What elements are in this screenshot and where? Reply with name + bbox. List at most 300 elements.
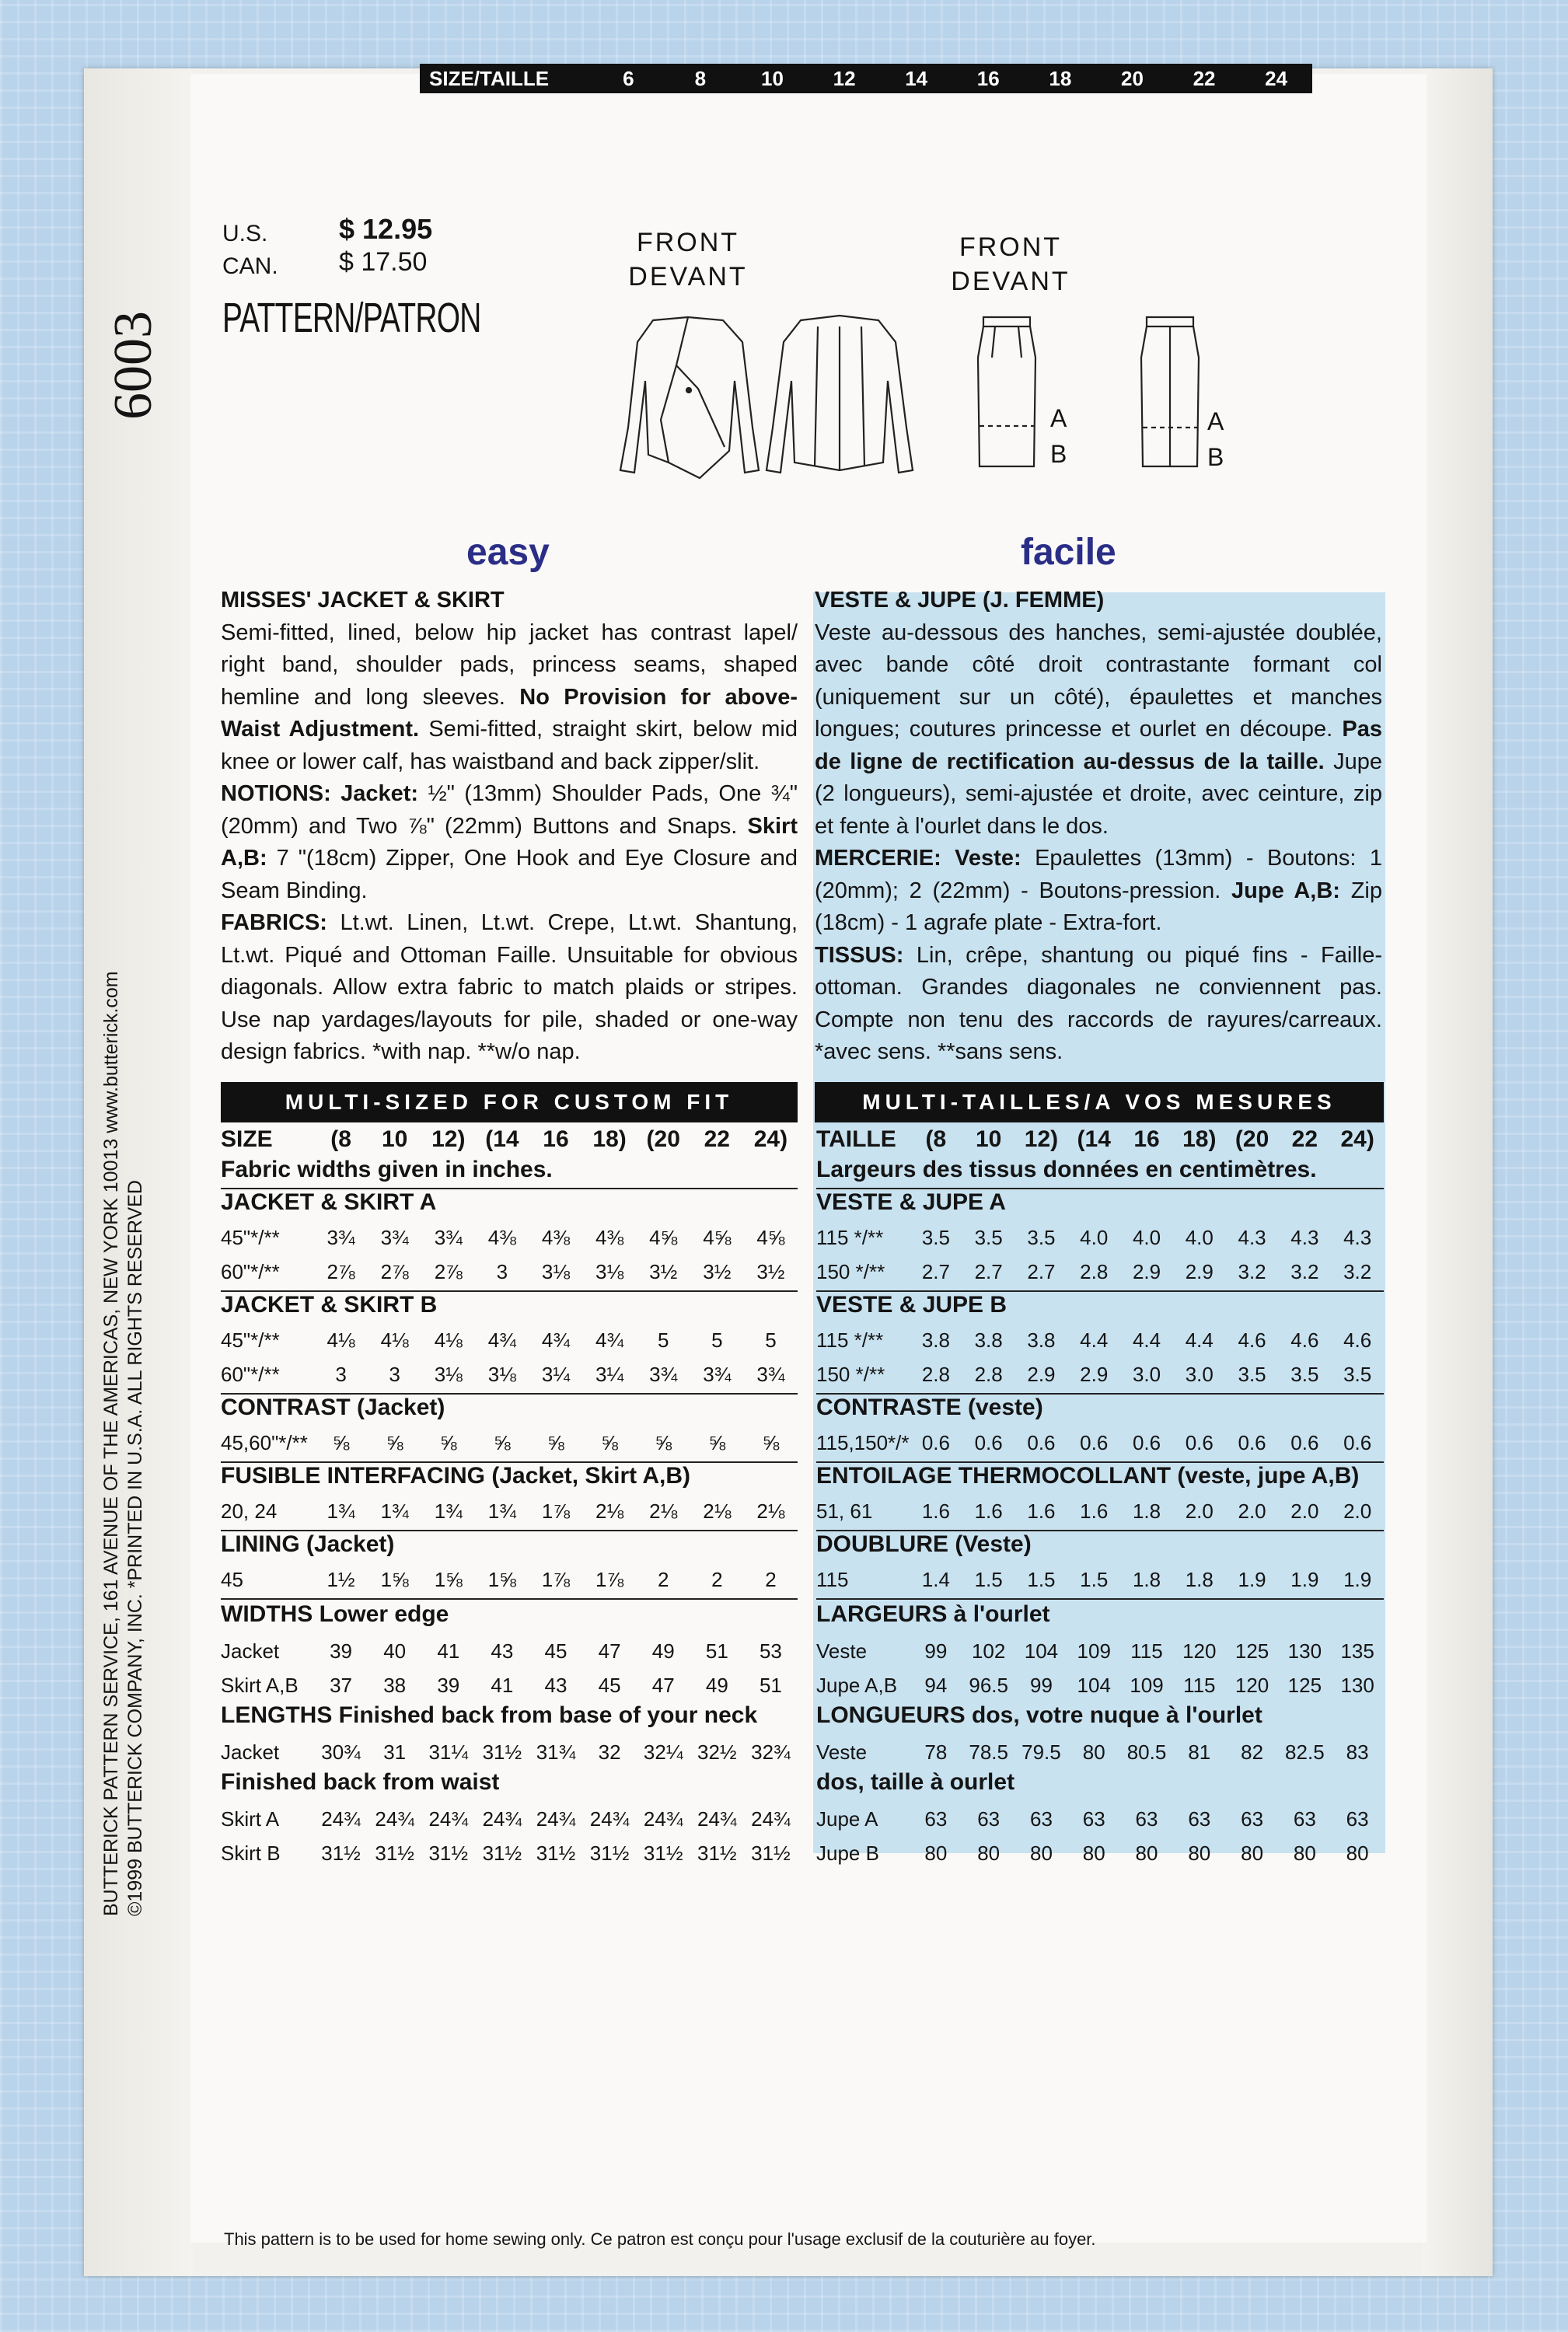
notions-skirt-label-fr: Jupe A,B: [1231, 878, 1340, 903]
table-cell: 81 [1188, 1740, 1211, 1764]
table-cell: 5 [657, 1328, 669, 1352]
table-cell: 3.5 [1290, 1362, 1319, 1386]
length-row [816, 1735, 1384, 1769]
table-cell: 39 [437, 1673, 460, 1697]
table-cell: 80 [1346, 1841, 1369, 1865]
front-label: FRONT [959, 232, 1063, 262]
table-cell: 2.0 [1238, 1499, 1266, 1523]
table-cell: 1.6 [921, 1499, 950, 1523]
copyright-line: ©1999 BUTTERICK COMPANY, INC. *PRINTED IN U.S.A. ALL RIGHTS RESERVED [124, 1180, 146, 1916]
row-label: 115 [816, 1567, 849, 1591]
table-cell: 53 [759, 1639, 782, 1663]
table-cell: 4¾ [595, 1328, 624, 1352]
table-cell: ⅝ [655, 1430, 672, 1454]
table-cell: 49 [705, 1673, 728, 1697]
pattern-label: PATTERN/PATRON [222, 295, 481, 341]
row-label: 150 */** [816, 1362, 885, 1386]
table-cell: 2⅛ [649, 1499, 678, 1523]
skirt-back-sketch [1141, 317, 1199, 466]
table-cell: 1⅝ [487, 1567, 516, 1591]
yardage-row [816, 1220, 1384, 1255]
size-header-cell: 16 [1133, 1126, 1160, 1152]
row-label: 150 */** [816, 1259, 885, 1283]
section-heading: LINING (Jacket) [221, 1531, 395, 1557]
row-label: 45,60"*/** [221, 1430, 308, 1454]
table-cell: 0.6 [1343, 1430, 1372, 1454]
table-rule [816, 1598, 1384, 1600]
row-label: 51, 61 [816, 1499, 873, 1523]
table-cell: 4⅜ [487, 1225, 516, 1249]
table-cell: 30¾ [321, 1740, 361, 1764]
notions-jacket-en: ½" (13mm) Shoulder Pads, One ¾" (20mm) and Two ⅞" (22mm) Buttons and Snaps. [221, 781, 798, 839]
table-cell: 47 [651, 1673, 675, 1697]
table-cell: 2⅞ [327, 1259, 355, 1283]
section-heading: LARGEURS à l'ourlet [816, 1601, 1050, 1627]
table-cell: 78.5 [969, 1740, 1008, 1764]
row-label: Skirt A [221, 1807, 280, 1831]
table-cell: 31½ [482, 1841, 522, 1865]
size-header-cell: (14 [1077, 1126, 1111, 1152]
table-cell: 2.7 [921, 1259, 950, 1283]
home-sewing-notice: This pattern is to be used for home sewing only. Ce patron est conçu pour l'usage exclusif de la couturière au foyer. [224, 2229, 1096, 2249]
table-cell: 3 [389, 1362, 400, 1386]
section-heading: CONTRASTE (veste) [816, 1395, 1043, 1420]
fabrics-label-fr: TISSUS: [815, 942, 904, 968]
table-cell: 1.5 [1027, 1567, 1056, 1591]
table-cell: 78 [924, 1740, 948, 1764]
table-cell: 82 [1241, 1740, 1264, 1764]
skirt-front-sketch [978, 317, 1035, 466]
notions-skirt-label-en: Skirt A,B: [221, 813, 798, 871]
table-cell: 3.5 [921, 1225, 950, 1249]
table-cell: 63 [1293, 1807, 1316, 1831]
length-row [221, 1735, 798, 1769]
table-cell: 4⅜ [541, 1225, 571, 1249]
table-cell: 3½ [703, 1259, 732, 1283]
yardage-row [816, 1357, 1384, 1391]
table-cell: 2.8 [974, 1362, 1003, 1386]
table-cell: 3.0 [1185, 1362, 1214, 1386]
table-cell: 2⅛ [703, 1499, 732, 1523]
can-price: $ 17.50 [339, 247, 428, 277]
table-cell: 4.0 [1080, 1225, 1109, 1249]
desc-fr: Veste au-dessous des hanches, semi-ajustée doublée, avec bande côté droit contrastante formant col (uniquement sur un côté), épaulettes et manches longues; coutures princesse et ourlet en découpe. [815, 620, 1382, 742]
table-cell: 1.5 [1080, 1567, 1109, 1591]
table-cell: 2⅞ [380, 1259, 409, 1283]
table-cell: 63 [1082, 1807, 1105, 1831]
table-cell: 0.6 [1185, 1430, 1214, 1454]
size-strip-size: 22 [1193, 66, 1216, 90]
front-label-skirt [945, 230, 1077, 298]
table-cell: 63 [924, 1807, 948, 1831]
table-cell: 1½ [327, 1567, 355, 1591]
table-cell: 3⅛ [595, 1259, 624, 1283]
table-cell: 4⅛ [380, 1328, 409, 1352]
table-cell: 120 [1182, 1639, 1217, 1663]
table-cell: 4.0 [1132, 1225, 1161, 1249]
table-cell: 32½ [697, 1740, 737, 1764]
size-header-label: SIZE [221, 1126, 273, 1152]
table-cell: 2⅛ [595, 1499, 624, 1523]
notions-skirt-fr: Zip (18cm) - 1 agrafe plate - Extra-fort. [815, 878, 1382, 935]
table-cell: 82.5 [1285, 1740, 1325, 1764]
yardage-row [221, 1323, 798, 1357]
table-cell: 3.2 [1290, 1259, 1319, 1283]
yardage-row [221, 1494, 798, 1528]
row-label: Jupe B [816, 1841, 879, 1865]
table-cell: 2.9 [1132, 1259, 1161, 1283]
table-cell: 130 [1340, 1673, 1374, 1697]
table-cell: 1⅞ [541, 1499, 571, 1523]
table-cell: 80 [1293, 1841, 1316, 1865]
difficulty-label-en: easy [466, 532, 550, 573]
size-header-cell: 18) [592, 1126, 627, 1152]
desc-bold-fr: Pas de ligne de rectification au-dessus de la taille. [815, 717, 1382, 774]
fabrics-label-en: FABRICS: [221, 910, 327, 935]
table-cell: 3⅛ [434, 1362, 463, 1386]
notions-jacket-label-fr: Veste: [955, 846, 1021, 871]
table-cell: 80.5 [1126, 1740, 1167, 1764]
table-cell: 2.9 [1027, 1362, 1056, 1386]
table-cell: ⅝ [762, 1430, 780, 1454]
table-cell: 31½ [428, 1841, 469, 1865]
table-cell: 4⅝ [703, 1225, 732, 1249]
size-strip [420, 64, 1312, 93]
section-heading: Largeurs des tissus données en centimètres. [816, 1157, 1317, 1182]
table-cell: 1.9 [1343, 1567, 1372, 1591]
envelope-right-flap [1423, 68, 1493, 2276]
table-cell: ⅝ [494, 1430, 511, 1454]
table-cell: 0.6 [1080, 1430, 1109, 1454]
table-cell: 94 [924, 1673, 948, 1697]
section-heading: JACKET & SKIRT A [221, 1189, 437, 1215]
table-cell: 3¼ [541, 1362, 571, 1386]
table-cell: 45 [544, 1639, 567, 1663]
size-strip-size: 18 [1049, 66, 1072, 90]
section-heading: LONGUEURS dos, votre nuque à l'ourlet [816, 1702, 1262, 1728]
notions-skirt-en: 7 "(18cm) Zipper, One Hook and Eye Closure and Seam Binding. [221, 846, 798, 903]
table-cell: 125 [1287, 1673, 1322, 1697]
table-cell: 4⅛ [434, 1328, 463, 1352]
table-cell: 2.8 [921, 1362, 950, 1386]
yardage-row [221, 1255, 798, 1289]
table-cell: 24¾ [589, 1807, 630, 1831]
can-price-label: CAN. [222, 253, 278, 279]
table-cell: 3 [335, 1362, 347, 1386]
table-cell: 2 [765, 1567, 777, 1591]
table-cell: ⅝ [332, 1430, 350, 1454]
table-cell: 96.5 [969, 1673, 1008, 1697]
table-cell: 32¾ [751, 1740, 791, 1764]
garment-line-drawings [614, 311, 1244, 482]
table-cell: 80 [1241, 1841, 1264, 1865]
table-cell: 43 [544, 1673, 567, 1697]
table-cell: 125 [1234, 1639, 1269, 1663]
table-cell: 4⅛ [327, 1328, 355, 1352]
table-cell: 24¾ [751, 1807, 791, 1831]
size-strip-label: SIZE/TAILLE [429, 66, 550, 90]
table-cell: 80 [1029, 1841, 1053, 1865]
table-cell: 39 [330, 1639, 353, 1663]
yardage-row [221, 1426, 798, 1460]
width-row [221, 1668, 798, 1702]
size-header-cell: 12) [431, 1126, 466, 1152]
jacket-front-sketch [620, 317, 759, 478]
table-cell: 80 [924, 1841, 948, 1865]
desc2-en: Semi-fitted, straight skirt, below mid knee or lower calf, has waistband and back zipper/slit. [221, 717, 798, 774]
yardage-row [816, 1562, 1384, 1597]
desc2-fr: Jupe (2 longueurs), semi-ajustée et droite, avec ceinture, zip et fente à l'ourlet dans le dos. [815, 749, 1383, 839]
size-strip-size: 6 [623, 66, 634, 90]
table-cell: 3.8 [1027, 1328, 1056, 1352]
multi-sized-bar-en: MULTI-SIZED FOR CUSTOM FIT [221, 1082, 798, 1122]
table-cell: 31½ [643, 1841, 683, 1865]
table-cell: 24¾ [536, 1807, 576, 1831]
table-cell: ⅝ [708, 1430, 726, 1454]
table-cell: 24¾ [321, 1807, 361, 1831]
table-cell: 4.6 [1343, 1328, 1372, 1352]
row-label: 60"*/** [221, 1362, 280, 1386]
table-cell: 4⅝ [649, 1225, 678, 1249]
row-label: Skirt B [221, 1841, 281, 1865]
yardage-row [221, 1562, 798, 1597]
table-cell: 2.0 [1343, 1499, 1372, 1523]
table-cell: 47 [598, 1639, 621, 1663]
table-cell: 4.3 [1290, 1225, 1319, 1249]
table-cell: 83 [1346, 1740, 1369, 1764]
table-cell: 24¾ [428, 1807, 469, 1831]
table-cell: 1¾ [327, 1499, 355, 1523]
section-heading: VESTE & JUPE A [816, 1189, 1006, 1215]
width-row [221, 1634, 798, 1668]
size-strip-size: 20 [1120, 66, 1144, 90]
jacket-back-sketch [767, 316, 913, 473]
size-header-cell: (8 [330, 1126, 351, 1152]
table-cell: 0.6 [1132, 1430, 1161, 1454]
table-rule [221, 1598, 798, 1600]
table-cell: 1.6 [974, 1499, 1003, 1523]
table-cell: 1.4 [921, 1567, 950, 1591]
size-header-label: TAILLE [816, 1126, 896, 1152]
yardage-row [816, 1494, 1384, 1528]
size-header-row [221, 1122, 798, 1157]
section-heading: DOUBLURE (Veste) [816, 1531, 1032, 1557]
table-cell: 2.7 [1027, 1259, 1056, 1283]
table-cell: 0.6 [974, 1430, 1003, 1454]
table-cell: 3 [496, 1259, 508, 1283]
table-cell: 2.8 [1080, 1259, 1109, 1283]
section-heading: ENTOILAGE THERMOCOLLANT (veste, jupe A,B) [816, 1463, 1360, 1489]
devant-label: DEVANT [951, 267, 1070, 296]
publisher-address: BUTTERICK PATTERN SERVICE, 161 AVENUE OF THE AMERICAS, NEW YORK 10013 www.butterick.com [100, 971, 122, 1916]
table-cell: 1¾ [380, 1499, 409, 1523]
garment-title-fr: VESTE & JUPE (J. FEMME) [815, 588, 1105, 613]
size-header-cell: 22 [1291, 1126, 1318, 1152]
table-cell: 45 [598, 1673, 621, 1697]
table-cell: 4.6 [1238, 1328, 1266, 1352]
desc-bold-en: No Provision for above-Waist Adjustment. [221, 684, 798, 742]
size-strip-size: 24 [1265, 66, 1288, 90]
table-cell: 3.5 [974, 1225, 1003, 1249]
section-heading: LENGTHS Finished back from base of your neck [221, 1702, 758, 1728]
size-header-cell: 18) [1182, 1126, 1217, 1152]
notions-label-en: NOTIONS: [221, 781, 331, 806]
table-cell: 43 [491, 1639, 514, 1663]
view-b-label: B [1050, 440, 1067, 468]
notions-jacket-fr: Epaulettes (13mm) - Boutons: 1 (20mm); 2 (22mm) - Boutons-pression. [815, 846, 1382, 903]
table-cell: 135 [1340, 1639, 1374, 1663]
table-cell: 0.6 [1027, 1430, 1056, 1454]
table-cell: 32¼ [643, 1740, 683, 1764]
section-heading: JACKET & SKIRT B [221, 1292, 438, 1318]
table-cell: 37 [330, 1673, 353, 1697]
table-cell: 79.5 [1021, 1740, 1061, 1764]
size-strip-size: 14 [905, 66, 928, 90]
table-cell: 3¾ [703, 1362, 732, 1386]
devant-label: DEVANT [628, 262, 748, 292]
size-header-cell: (20 [646, 1126, 680, 1152]
table-cell: 2.0 [1290, 1499, 1319, 1523]
view-b-label: B [1207, 443, 1224, 471]
table-cell: 31½ [589, 1841, 630, 1865]
table-cell: 1⅝ [380, 1567, 409, 1591]
table-cell: 63 [1029, 1807, 1053, 1831]
table-cell: 3½ [756, 1259, 785, 1283]
table-cell: 31¾ [536, 1740, 576, 1764]
table-cell: 31½ [751, 1841, 791, 1865]
size-header-cell: 24) [1340, 1126, 1374, 1152]
table-cell: 104 [1077, 1673, 1111, 1697]
fabrics-fr: Lin, crêpe, shantung ou piqué fins - Faille-ottoman. Grandes diagonales ne conviennent pas. Compte non tenu des raccords de rayures/carreaux. *avec sens. **sans sens. [815, 942, 1382, 1064]
notions-label-fr: MERCERIE: [815, 846, 941, 871]
table-cell: 51 [705, 1639, 728, 1663]
multi-sized-bar-fr: MULTI-TAILLES/A VOS MESURES [815, 1082, 1384, 1122]
table-cell: 31 [383, 1740, 407, 1764]
table-cell: ⅝ [439, 1430, 457, 1454]
table-cell: 80 [1082, 1841, 1105, 1865]
table-cell: 24¾ [697, 1807, 737, 1831]
table-cell: 32 [598, 1740, 621, 1764]
table-cell: 24¾ [375, 1807, 414, 1831]
table-cell: 3.5 [1027, 1225, 1056, 1249]
row-label: Jacket [221, 1740, 280, 1764]
table-cell: 4¾ [487, 1328, 516, 1352]
table-cell: 63 [1241, 1807, 1264, 1831]
table-cell: 2.0 [1185, 1499, 1214, 1523]
table-cell: 80 [1188, 1841, 1211, 1865]
table-cell: 1¾ [434, 1499, 463, 1523]
size-header-cell: (20 [1234, 1126, 1269, 1152]
table-cell: ⅝ [386, 1430, 403, 1454]
section-heading: CONTRAST (Jacket) [221, 1395, 445, 1420]
table-cell: 3.5 [1343, 1362, 1372, 1386]
row-label: 115,150*/* [816, 1430, 910, 1454]
us-price: $ 12.95 [339, 213, 433, 245]
row-label: 115 */** [816, 1225, 884, 1249]
table-cell: 4.6 [1290, 1328, 1319, 1352]
desc-en: Semi-fitted, lined, below hip jacket has contrast lapel/ right band, shoulder pads, princess seams, shaped hemline and long sleeves. [221, 620, 798, 710]
table-cell: 4.4 [1185, 1328, 1214, 1352]
table-cell: 31½ [697, 1841, 737, 1865]
table-cell: 2.9 [1185, 1259, 1214, 1283]
publisher-info [100, 750, 148, 1916]
length-row [221, 1802, 798, 1836]
table-cell: 63 [1135, 1807, 1158, 1831]
table-cell: 3.8 [921, 1328, 950, 1352]
table-cell: 40 [383, 1639, 407, 1663]
row-label: Jacket [221, 1639, 280, 1663]
table-cell: ⅝ [601, 1430, 618, 1454]
view-a-label: A [1207, 407, 1224, 435]
table-cell: 41 [437, 1639, 460, 1663]
table-cell: 51 [759, 1673, 782, 1697]
table-cell: 31½ [536, 1841, 576, 1865]
table-cell: 2⅛ [756, 1499, 785, 1523]
notions-jacket-label-en: Jacket: [340, 781, 419, 806]
table-cell: 115 [1183, 1673, 1216, 1697]
table-cell: 1.8 [1132, 1499, 1161, 1523]
french-description [815, 585, 1382, 1069]
table-cell: 1.8 [1185, 1567, 1214, 1591]
table-cell: 1.6 [1080, 1499, 1109, 1523]
table-cell: 109 [1077, 1639, 1111, 1663]
length-row [221, 1836, 798, 1870]
table-cell: 49 [651, 1639, 675, 1663]
size-strip-size: 16 [976, 66, 1000, 90]
table-cell: 109 [1130, 1673, 1164, 1697]
table-cell: 2⅞ [434, 1259, 463, 1283]
table-cell: 120 [1234, 1673, 1269, 1697]
yardage-row [816, 1323, 1384, 1357]
table-cell: 1.9 [1290, 1567, 1319, 1591]
table-cell: 3½ [649, 1259, 678, 1283]
size-header-cell: 16 [543, 1126, 569, 1152]
table-cell: 63 [1188, 1807, 1211, 1831]
table-cell: 2 [657, 1567, 669, 1591]
table-cell: 115 [1130, 1639, 1163, 1663]
table-cell: 3.5 [1238, 1362, 1266, 1386]
english-description [221, 585, 798, 1069]
fabrics-en: Lt.wt. Linen, Lt.wt. Crepe, Lt.wt. Shantung, Lt.wt. Piqué and Ottoman Faille. Unsuitable for obvious diagonals. Allow extra fabric to match plaids or stripes. Use nap yardages/layouts for pile, shaded or one-way design fabrics. *with nap. **w/o nap. [221, 910, 798, 1064]
row-label: Jupe A,B [816, 1673, 898, 1697]
table-cell: 3.2 [1343, 1259, 1372, 1283]
table-cell: 1.9 [1238, 1567, 1266, 1591]
size-header-row [816, 1122, 1384, 1157]
length-row [816, 1836, 1384, 1870]
table-cell: 1.8 [1132, 1567, 1161, 1591]
width-row [816, 1634, 1384, 1668]
section-heading: FUSIBLE INTERFACING (Jacket, Skirt A,B) [221, 1463, 690, 1489]
table-cell: 80 [1082, 1740, 1105, 1764]
table-cell: 80 [977, 1841, 1001, 1865]
section-heading: dos, taille à ourlet [816, 1769, 1015, 1795]
table-cell: 3¾ [756, 1362, 785, 1386]
yardage-row [221, 1357, 798, 1391]
section-heading: WIDTHS Lower edge [221, 1601, 449, 1627]
table-cell: 1.5 [974, 1567, 1003, 1591]
table-cell: 3.8 [974, 1328, 1003, 1352]
table-cell: 4.4 [1132, 1328, 1161, 1352]
row-label: Jupe A [816, 1807, 878, 1831]
table-cell: 0.6 [1238, 1430, 1266, 1454]
table-cell: 3¾ [434, 1225, 463, 1249]
us-price-label: U.S. [222, 221, 268, 246]
length-row [816, 1802, 1384, 1836]
yardage-row [816, 1255, 1384, 1289]
section-heading: Finished back from waist [221, 1769, 500, 1795]
row-label: 45"*/** [221, 1225, 280, 1249]
table-cell: 24¾ [643, 1807, 683, 1831]
